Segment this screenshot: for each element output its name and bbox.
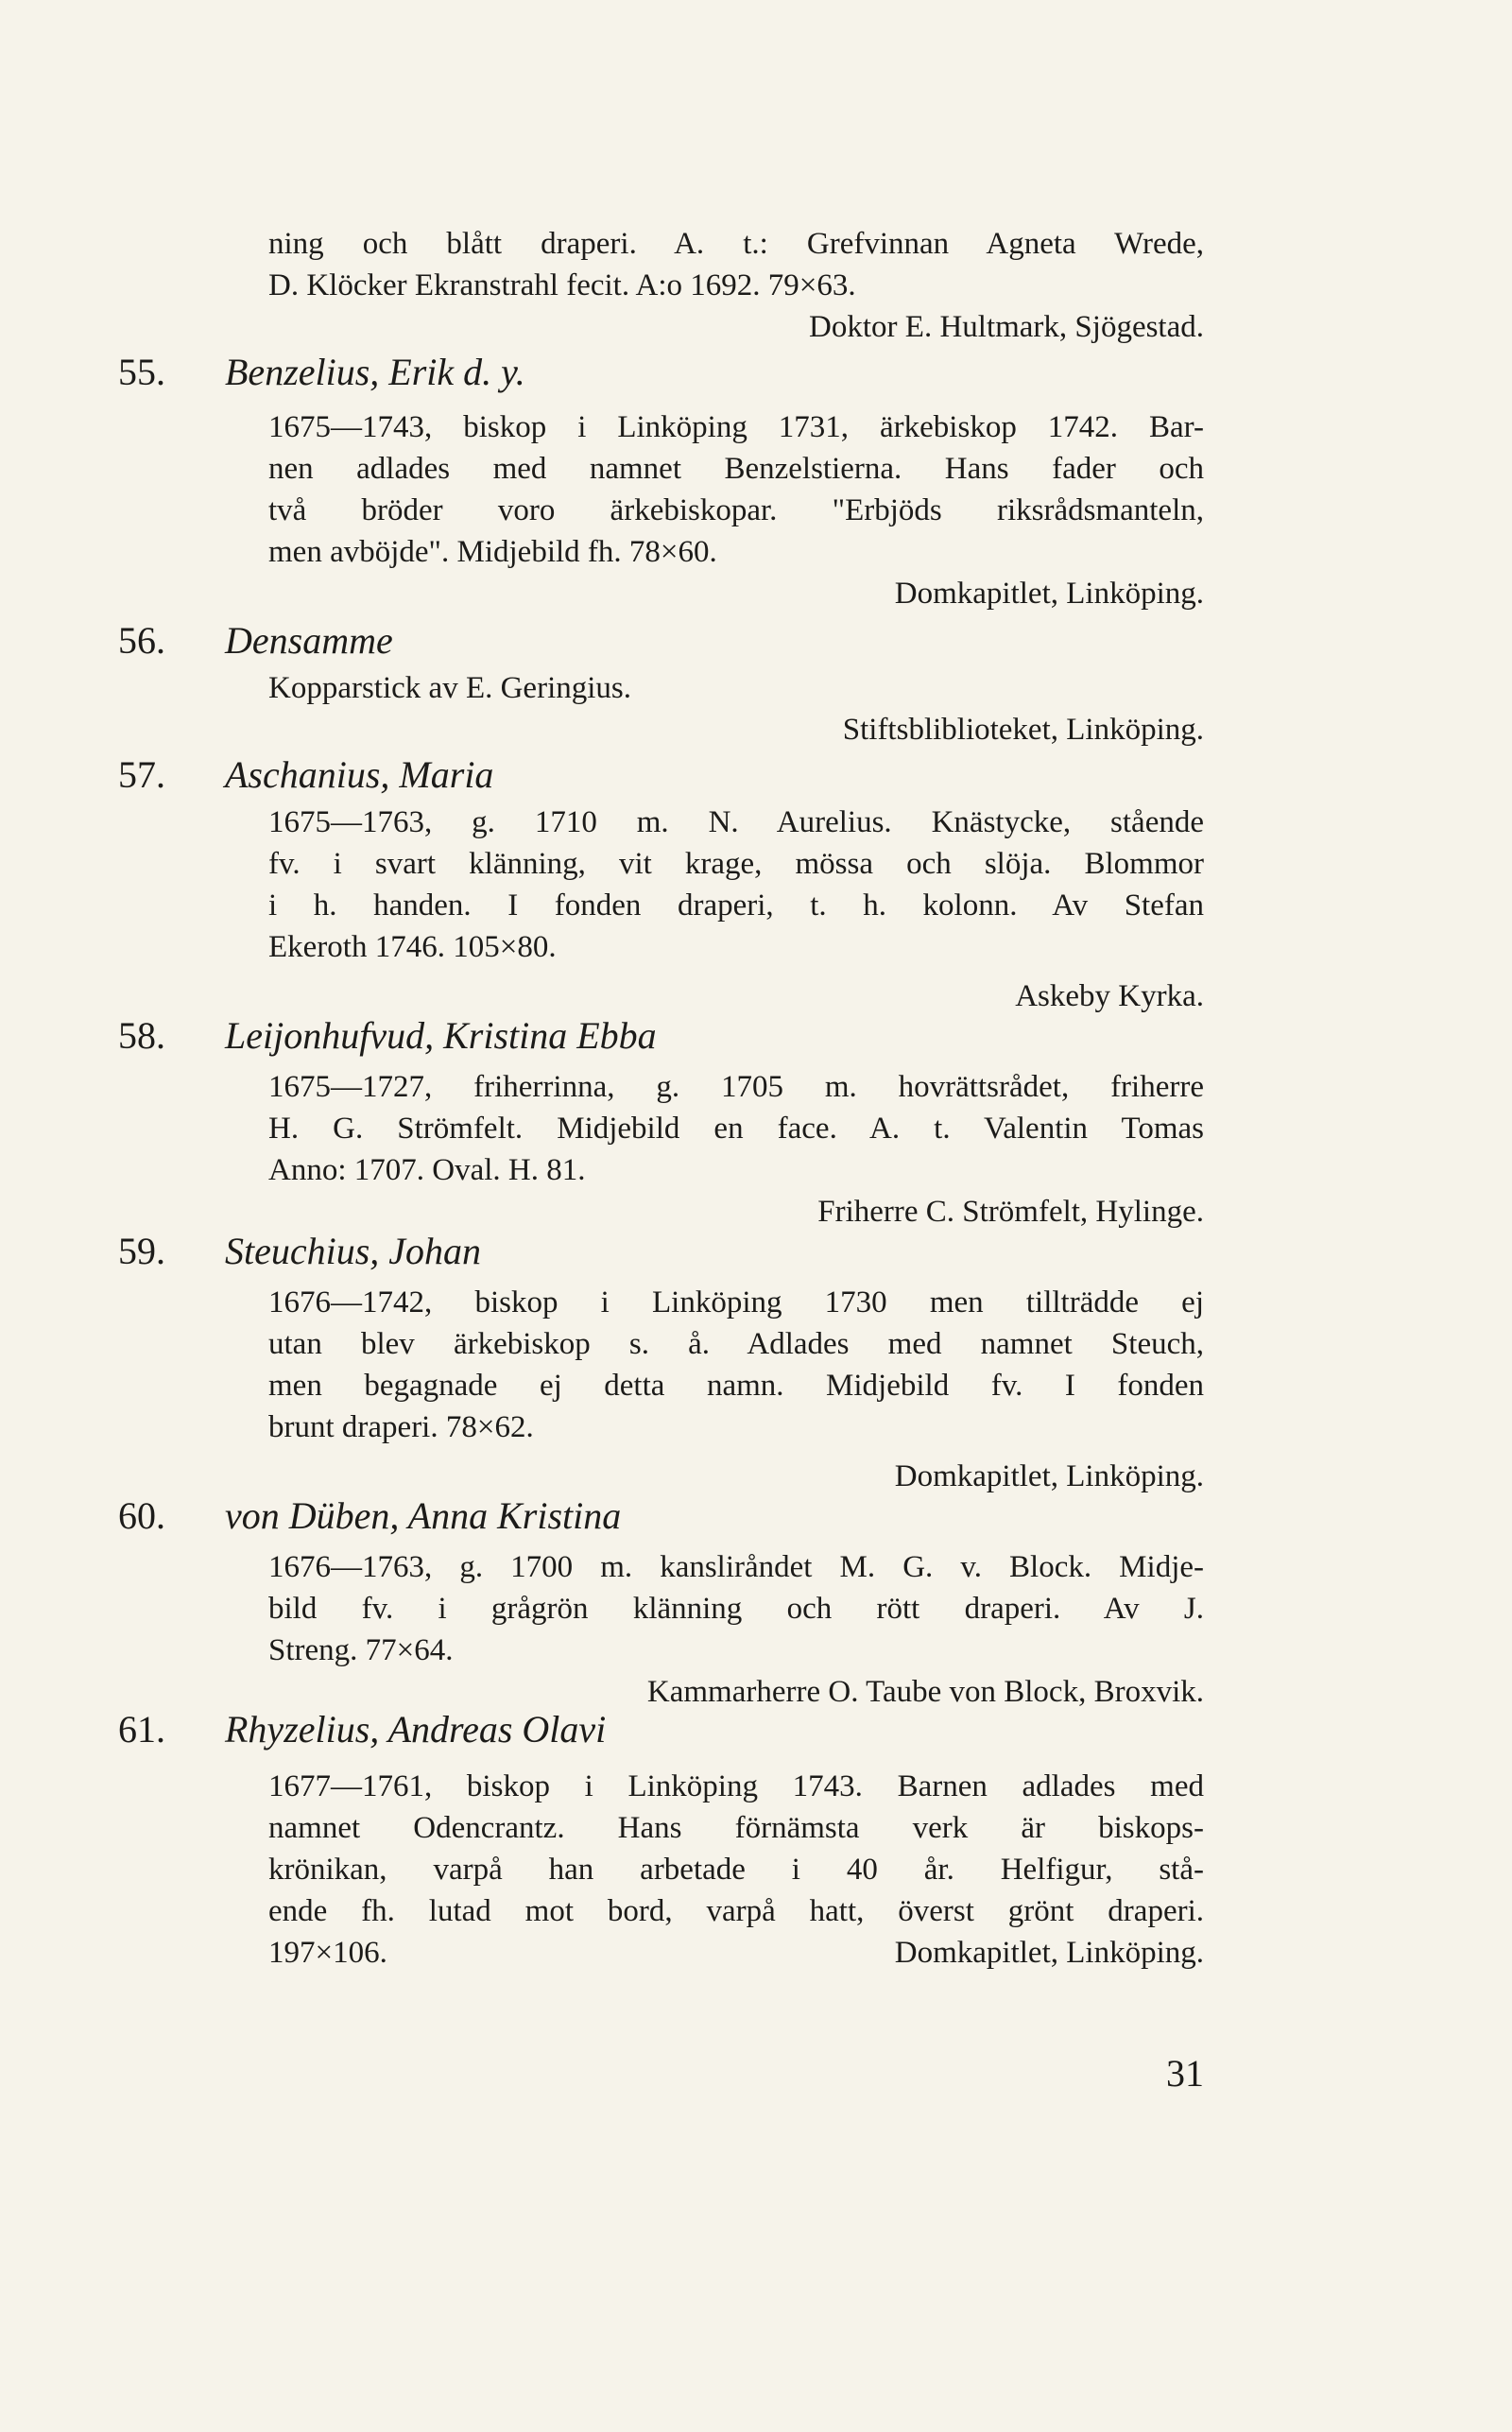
- entry-heading-60: [118, 1493, 621, 1539]
- entry-line: 1676—1742, biskop i Linköping 1730 men tillträdde ej: [268, 1285, 1204, 1319]
- entry-name: Aschanius, Maria: [225, 753, 494, 796]
- entry-heading-59: [118, 1229, 481, 1274]
- entry-line: ende fh. lutad mot bord, varpå hatt, överst grönt draperi.: [268, 1894, 1204, 1928]
- entry-line: 1675—1743, biskop i Linköping 1731, ärkebiskop 1742. Bar-: [268, 410, 1204, 444]
- entry-last-line: [268, 1932, 1204, 1974]
- intro-owner: Doktor E. Hultmark, Sjögestad.: [809, 310, 1204, 344]
- entry-heading-57: [118, 752, 493, 798]
- entry-owner: Domkapitlet, Linköping.: [894, 1459, 1204, 1493]
- entry-name: Benzelius, Erik d. y.: [225, 351, 525, 393]
- entry-text-61: [268, 1766, 1204, 1974]
- entry-dimensions: 197×106.: [268, 1936, 387, 1970]
- entry-line: fv. i svart klänning, vit krage, mössa och slöja. Blommor: [268, 847, 1204, 881]
- entry-text-55: [268, 406, 1204, 614]
- entry-line: Streng. 77×64.: [268, 1633, 454, 1667]
- entry-line: Kopparstick av E. Geringius.: [268, 671, 631, 705]
- entry-heading-56: [118, 618, 393, 664]
- entry-text-58: [268, 1066, 1204, 1233]
- entry-number: 55.: [118, 351, 165, 393]
- entry-name: Leijonhufvud, Kristina Ebba: [225, 1014, 657, 1057]
- entry-number: 61.: [118, 1708, 165, 1751]
- entry-name: Densamme: [225, 619, 393, 662]
- entry-number: 57.: [118, 753, 165, 796]
- intro-line: D. Klöcker Ekranstrahl fecit. A:o 1692. 79×63.: [268, 268, 856, 302]
- page-number: 31: [1166, 2052, 1204, 2095]
- entry-line: krönikan, varpå han arbetade i 40 år. Helfigur, stå-: [268, 1853, 1204, 1887]
- entry-line: 1676—1763, g. 1700 m. kansliråndet M. G. v. Block. Midje-: [268, 1550, 1204, 1584]
- entry-owner: Domkapitlet, Linköping.: [894, 577, 1204, 611]
- entry-line: Ekeroth 1746. 105×80.: [268, 930, 557, 964]
- entry-line: men begagnade ej detta namn. Midjebild fv. I fonden: [268, 1369, 1204, 1403]
- entry-line: utan blev ärkebiskop s. å. Adlades med namnet Steuch,: [268, 1327, 1204, 1361]
- entry-line: 1675—1727, friherrinna, g. 1705 m. hovrättsrådet, friherre: [268, 1070, 1204, 1104]
- entry-number: 58.: [118, 1014, 165, 1057]
- entry-owner: Stiftsbliblioteket, Linköping.: [842, 713, 1204, 747]
- entry-line: brunt draperi. 78×62.: [268, 1410, 534, 1444]
- entry-line: men avböjde". Midjebild fh. 78×60.: [268, 535, 717, 569]
- entry-owner: Friherre C. Strömfelt, Hylinge.: [817, 1195, 1204, 1229]
- entry-text-57: [268, 802, 1204, 1017]
- entry-line: i h. handen. I fonden draperi, t. h. kolonn. Av Stefan: [268, 888, 1204, 923]
- entry-line: 1677—1761, biskop i Linköping 1743. Barnen adlades med: [268, 1769, 1204, 1803]
- entry-number: 56.: [118, 619, 165, 662]
- intro-text: [268, 223, 1204, 348]
- entry-line: H. G. Strömfelt. Midjebild en face. A. t. Valentin Tomas: [268, 1112, 1204, 1146]
- entry-owner: Kammarherre O. Taube von Block, Broxvik.: [646, 1675, 1204, 1709]
- entry-line: två bröder voro ärkebiskopar. "Erbjöds riksrådsmanteln,: [268, 493, 1204, 527]
- entry-name: von Düben, Anna Kristina: [225, 1494, 622, 1537]
- entry-owner: Askeby Kyrka.: [1015, 979, 1204, 1013]
- entry-text-60: [268, 1546, 1204, 1713]
- entry-line: nen adlades med namnet Benzelstierna. Hans fader och: [268, 452, 1204, 486]
- entry-line: namnet Odencrantz. Hans förnämsta verk är biskops-: [268, 1811, 1204, 1845]
- entry-line: Anno: 1707. Oval. H. 81.: [268, 1153, 586, 1187]
- entry-number: 60.: [118, 1494, 165, 1537]
- entry-heading-58: [118, 1013, 657, 1059]
- entry-text-59: [268, 1282, 1204, 1497]
- entry-owner: Domkapitlet, Linköping.: [894, 1936, 1204, 1970]
- intro-line: ning och blått draperi. A. t.: Grefvinnan Agneta Wrede,: [268, 227, 1204, 261]
- entry-heading-61: [118, 1707, 606, 1752]
- entry-text-56: [268, 667, 1204, 750]
- entry-heading-55: [118, 350, 525, 395]
- entry-line: bild fv. i grågrön klänning och rött draperi. Av J.: [268, 1592, 1204, 1626]
- entry-line: 1675—1763, g. 1710 m. N. Aurelius. Knästycke, stående: [268, 805, 1204, 839]
- entry-name: Steuchius, Johan: [225, 1230, 482, 1272]
- entry-name: Rhyzelius, Andreas Olavi: [225, 1708, 607, 1751]
- entry-number: 59.: [118, 1230, 165, 1272]
